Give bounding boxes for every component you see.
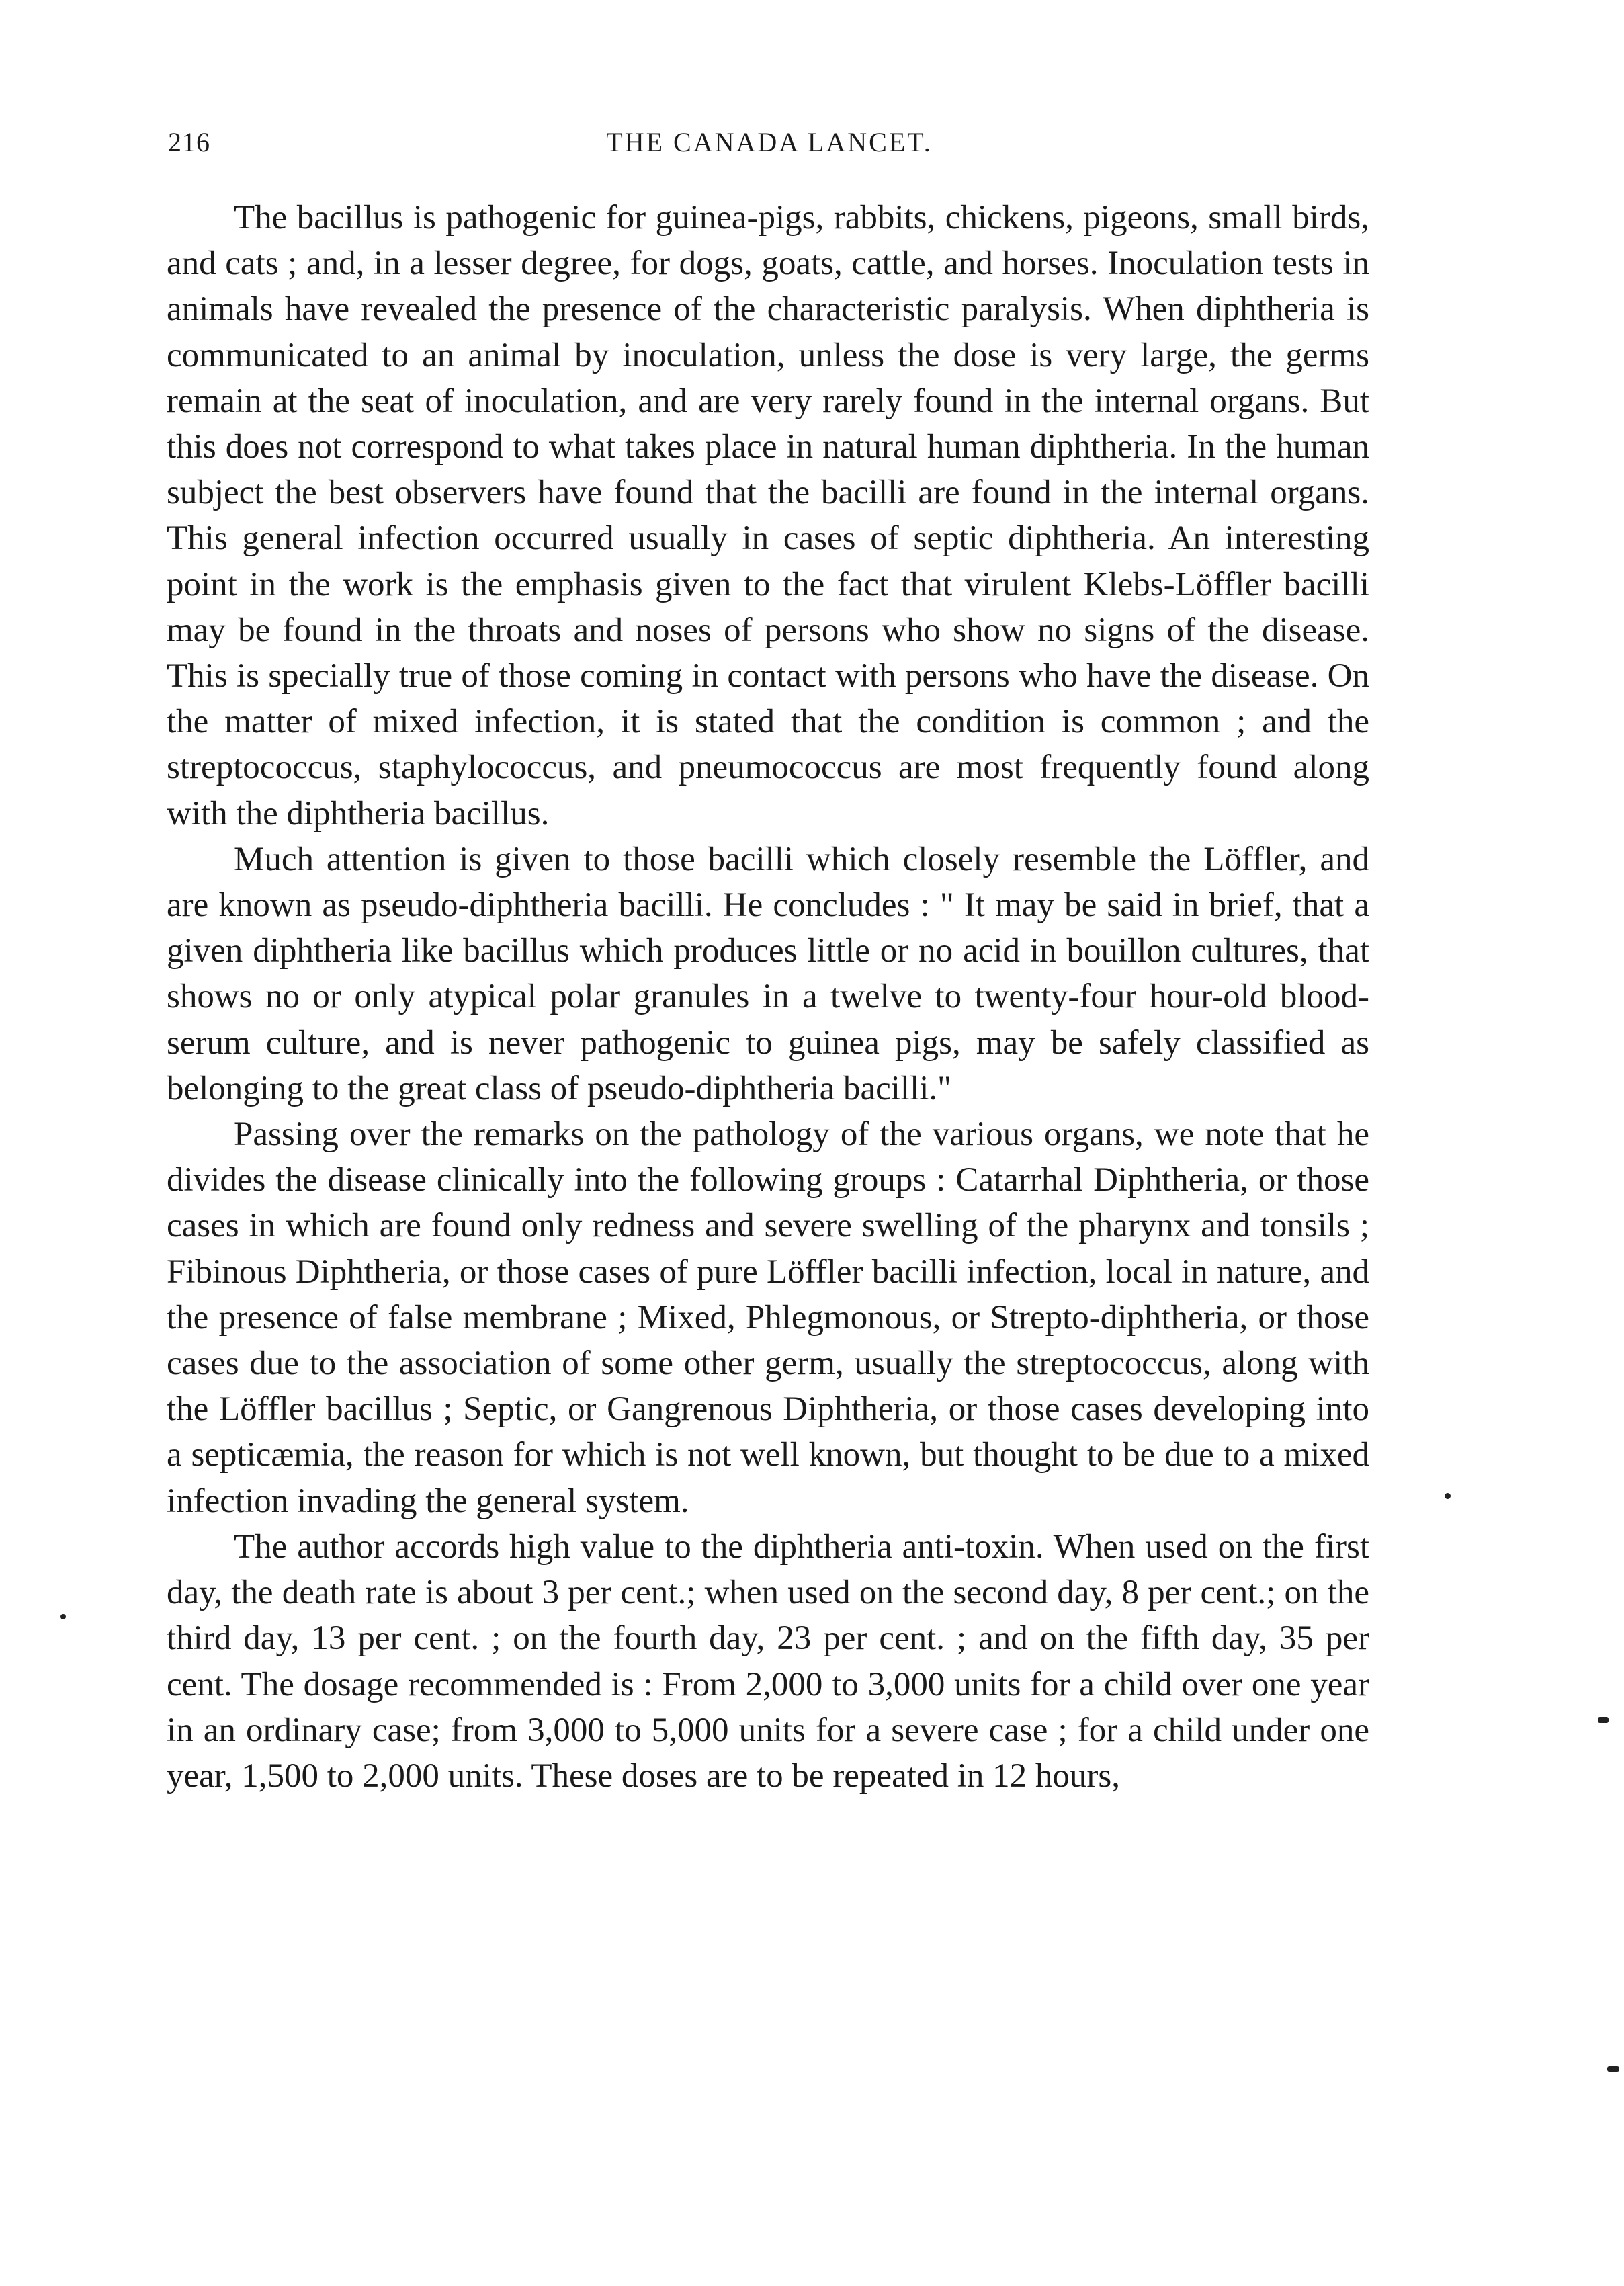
running-title: THE CANADA LANCET. — [606, 127, 933, 157]
paragraph-clinical-groups: Passing over the remarks on the pathology of the various organs, we note that he divides the disease clinically into the following groups : Catarrhal Diphtheria, or those cases in which are found only redness and severe swelling of the pharynx and tonsils ; Fibinous Diphtheria, or those cases of pure Löffler bacilli infection, local in nature, and the presence of false membrane ; Mixed, Phlegmonous, or Strepto-diphtheria, or those cases due to the association of some other germ, usually the streptococcus, along with the Löffler bacillus ; Septic, or Gangrenous Diphtheria, or those cases developing into a septicæmia, the reason for which is not well known, but thought to be due to a mixed infection invading the general system. — [167, 1115, 1369, 1520]
scan-speck — [1607, 2066, 1619, 2072]
scan-speck — [1598, 1717, 1609, 1723]
page-header — [168, 126, 1371, 173]
scan-speck — [1445, 1493, 1451, 1499]
paragraph-bacillus-pathogenic: The bacillus is pathogenic for guinea-pigs, rabbits, chickens, pigeons, small birds, and cats ; and, in a lesser degree, for dogs, goats, cattle, and horses. Inoculation tests in animals have revealed the presence of the characteristic paralysis. When diphtheria is communicated to an animal by inoculation, unless the dose is very large, the germs remain at the seat of inoculation, and are very rarely found in the internal organs. But this does not correspond to what takes place in natural human diphtheria. In the human subject the best observers have found that the bacilli are found in the internal organs. This general infection occurred usually in cases of septic diphtheria. An interesting point in the work is the emphasis given to the fact that virulent Klebs-Löffler bacilli may be found in the throats and noses of persons who show no signs of the disease. This is specially true of those coming in contact with persons who have the disease. On the matter of mixed infection, it is stated that the condition is common ; and the streptococcus, staphylococcus, and pneumococcus are most frequently found along with the diphtheria bacillus. — [167, 199, 1369, 833]
page-number: 216 — [168, 127, 210, 157]
paragraph-pseudo-diphtheria: Much attention is given to those bacilli which closely resemble the Löffler, and are known as pseudo-diphtheria bacilli. He concludes : " It may be said in brief, that a given diphtheria like bacillus which produces little or no acid in bouillon cultures, that shows no or only atypical polar granules in a twelve to twenty-four hour-old blood-serum culture, and is never pathogenic to guinea pigs, may be safely classified as belonging to the great class of pseudo-diphtheria bacilli." — [167, 840, 1369, 1107]
scan-speck — [60, 1614, 66, 1619]
article-body — [167, 195, 1369, 1799]
paragraph-anti-toxin: The author accords high value to the diphtheria anti-toxin. When used on the first day, the death rate is about 3 per cent.; when used on the second day, 8 per cent.; on the third day, 13 per cent. ; on the fourth day, 23 per cent. ; and on the fifth day, 35 per cent. The dosage recommended is : From 2,000 to 3,000 units for a child over one year in an ordinary case; from 3,000 to 5,000 units for a severe case ; for a child under one year, 1,500 to 2,000 units. These doses are to be repeated in 12 hours, — [167, 1527, 1369, 1795]
